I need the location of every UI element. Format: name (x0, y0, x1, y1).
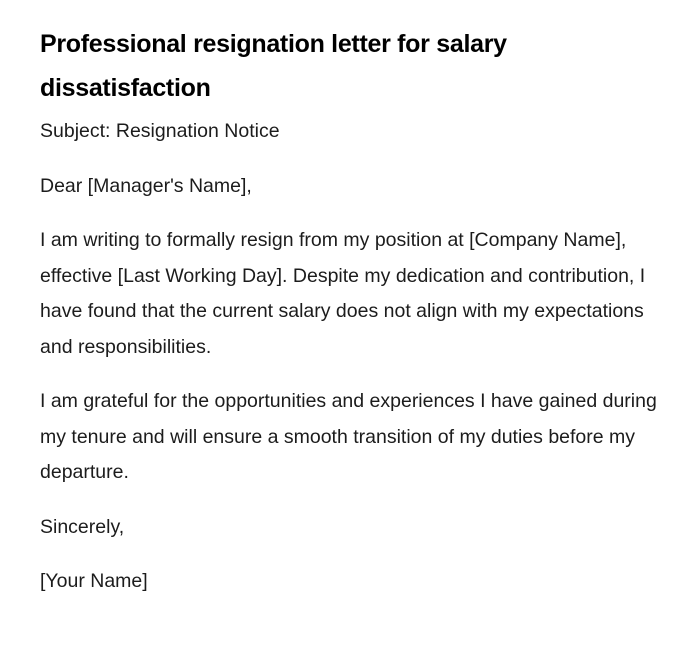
letter-closing: Sincerely, (40, 515, 125, 538)
letter-paragraph-2: I am grateful for the opportunities and experiences I have gained during my tenure and will ensure a smooth transition of my duties before my departure. (40, 390, 657, 483)
letter-title: Professional resignation letter for salary dissatisfaction (40, 30, 507, 102)
letter-salutation: Dear [Manager's Name], (40, 174, 252, 197)
letter-signature: [Your Name] (40, 570, 148, 592)
letter-paragraph-1: I am writing to formally resign from my position at [Company Name], effective [Last Working Day]. Despite my dedication and contribution, I have found that the current salary does not align with my expectations and responsibilities. (40, 229, 646, 358)
letter-subject: Subject: Resignation Notice (40, 120, 280, 142)
